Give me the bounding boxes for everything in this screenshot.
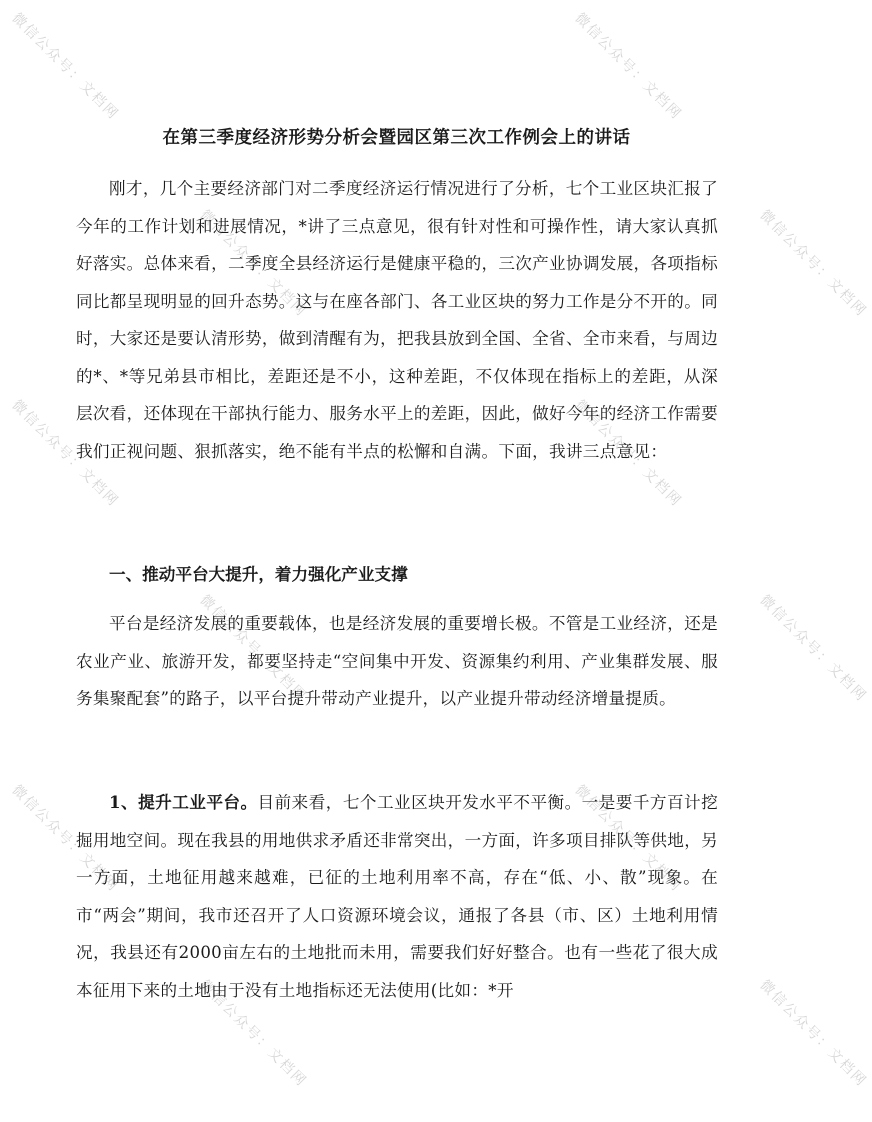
subsection-paragraph [76, 784, 718, 1009]
watermark: 微信公众号：文档网 [756, 207, 870, 321]
section-1 [76, 556, 718, 594]
watermark: 微信公众号：文档网 [571, 397, 685, 511]
section-paragraph: 平台是经济发展的重要载体，也是经济发展的重要增长极。不管是工业经济，还是农业产业、旅游开发，都要坚持走“空间集中开发、资源集约利用、产业集群发展、服务集聚配套”的路子，以平台提升带动产业提升，以产业提升带动经济增量提质。 [76, 614, 718, 708]
watermark: 微信公众号：文档网 [756, 592, 870, 706]
intro-paragraph: 刚才，几个主要经济部门对二季度经济运行情况进行了分析，七个工业区块汇报了今年的工作计划和进展情况，*讲了三点意见，很有针对性和可操作性，请大家认真抓好落实。总体来看，二季度全县经济运行是健康平稳的，三次产业协调发展，各项指标同比都呈现明显的回升态势。这与在座各部门、各工业区块的努力工作是分不开的。同时，大家还是要认清形势，做到清醒有为，把我县放到全国、全省、全市来看，与周边的*、*等兄弟县市相比，差距还是不小，这种差距，不仅体现在指标上的差距，从深层次看，还体现在干部执行能力、服务水平上的差距，因此，做好今年的经济工作需要我们正视问题、狠抓落实，绝不能有半点的松懈和自满。下面，我讲三点意见： [76, 179, 718, 461]
subsection-text: 目前来看，七个工业区块开发水平不平衡。一是要千方百计挖掘用地空间。现在我县的用地供求矛盾还非常突出，一方面，许多项目排队等供地，另一方面，土地征用越来越难，已征的土地利用率不高，存在“低、小、散”现象。在市“两会”期间，我市还召开了人口资源环境会议，通报了各县（市、区）土地利用情况，我县还有2000亩左右的土地批而未用，需要我们好好整合。也有一些花了很大成本征用下来的土地由于没有土地指标还无法使用(比如：*开 [76, 793, 718, 1000]
section-heading: 一、推动平台大提升，着力强化产业支撑 [109, 564, 408, 584]
watermark: 微信公众号：文档网 [196, 592, 310, 706]
watermark: 微信公众号：文档网 [196, 977, 310, 1091]
watermark: 微信公众号：文档网 [571, 782, 685, 896]
watermark: 微信公众号：文档网 [8, 397, 122, 511]
watermark: 微信公众号：文档网 [8, 10, 122, 124]
document-title: 在第三季度经济形势分析会暨园区第三次工作例会上的讲话 [162, 128, 631, 148]
document-body [76, 170, 718, 470]
subsection-lead: 1、提升工业平台。 [109, 792, 258, 812]
watermark: 微信公众号：文档网 [571, 10, 685, 124]
watermark: 微信公众号：文档网 [8, 782, 122, 896]
subsection-1 [76, 784, 718, 1009]
section-1-body [76, 605, 718, 718]
watermark: 微信公众号：文档网 [756, 977, 870, 1091]
watermark: 微信公众号：文档网 [196, 207, 310, 321]
